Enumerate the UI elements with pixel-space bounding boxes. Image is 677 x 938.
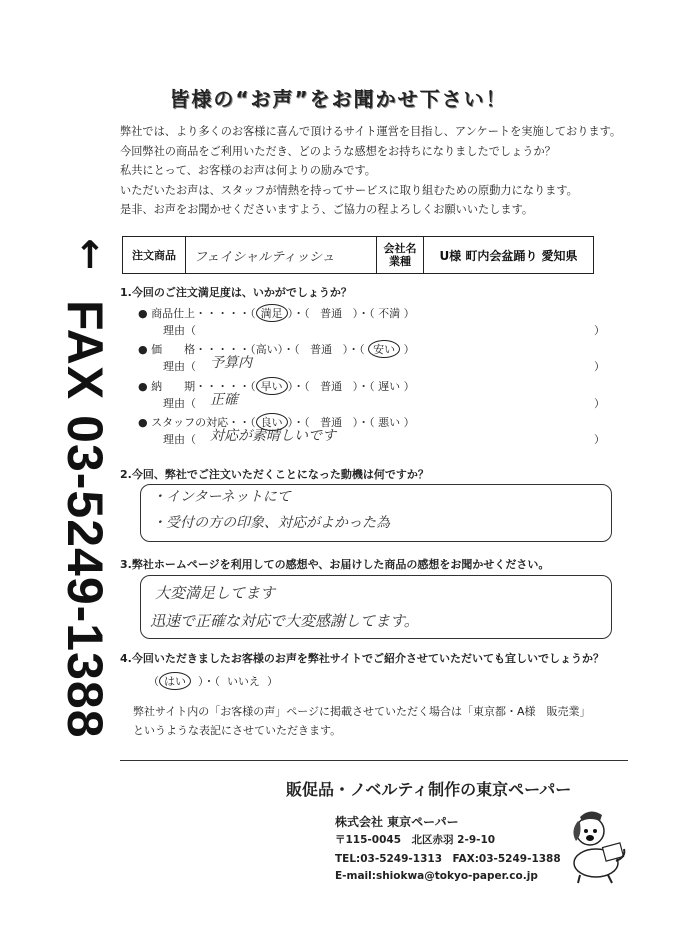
rating-label: ● 納 期・・・・・（ <box>138 380 256 393</box>
consent-note-1: 弊社サイト内の「お客様の声」ページに掲載させていただく場合は「東京都・A様 販売業」 <box>133 705 591 718</box>
consent-options <box>148 672 278 690</box>
open-paren: （ <box>148 675 159 688</box>
option-separator: ）・（ <box>352 380 375 393</box>
reason-label: 理由（ <box>163 433 196 446</box>
industry-label-line: 業種 <box>389 255 411 268</box>
reason-price-handwritten: 予算内 <box>210 355 252 371</box>
reason-close: ） <box>594 324 605 337</box>
question-2: 2.今回、弊社でご注文いただくことになった動機は何ですか？ <box>120 468 429 481</box>
footer-divider <box>120 760 628 761</box>
option-normal[interactable]: 普通 <box>310 343 333 356</box>
rating-row-price <box>138 340 415 358</box>
intro-line: 是非、お声をお聞かせくださいますよう、ご協力の程よろしくお願いいたします。 <box>120 203 534 216</box>
question-4: 4.今回いただきましたお客様のお声を弊社サイトでご紹介させていただいても宜しいでしょうか？ <box>120 652 605 665</box>
intro-line: 弊社では、より多くのお客様に喜んで頂けるサイト運営を目指し、アンケートを実施しております。 <box>120 125 622 138</box>
option-no[interactable]: いいえ <box>227 675 260 688</box>
option-slow[interactable]: 遅い <box>378 380 401 393</box>
option-separator: ）・（ <box>352 416 375 429</box>
reason-label: 理由（ <box>163 360 196 373</box>
option-unsatisfied[interactable]: 不満 <box>378 307 401 320</box>
option-separator: ）・（ <box>287 380 310 393</box>
answer-3-line-2: 迅速で正確な対応で大変感謝してます。 <box>150 612 419 630</box>
footer-tagline: 販促品・ノベルティ制作の東京ペーパー <box>286 780 572 799</box>
intro-text <box>120 122 621 220</box>
rating-label: ● 商品仕上・・・・・（ <box>138 307 256 320</box>
option-separator: ）・（ <box>342 343 365 356</box>
option-separator: ）・（ <box>287 416 310 429</box>
question-3: 3.弊社ホームページを利用しての感想や、お届けした商品の感想をお聞かせください。 <box>120 558 550 571</box>
rating-row-delivery <box>138 377 415 395</box>
footer-company: 株式会社 東京ペーパー <box>335 815 459 829</box>
answer-3-line-1: 大変満足してます <box>155 584 276 602</box>
option-end: ） <box>403 416 415 429</box>
option-high[interactable]: 高い <box>255 343 278 356</box>
intro-line: いただいたお声は、スタッフが情熱を持ってサービスに取り組むための原動力になります。 <box>120 183 578 197</box>
rating-label: ● スタッフの対応・・（ <box>138 416 256 429</box>
option-good-selected[interactable]: 良い <box>256 413 288 431</box>
reason-staff-handwritten: 対応が素晴しいです <box>210 428 336 444</box>
reason-close: ） <box>594 397 605 410</box>
page-title: 皆様の“お声”をお聞かせ下さい！ <box>169 87 508 111</box>
intro-line: 今回弊社の商品をご利用いただき、どのような感想をお持ちになりましたでしょうか？ <box>120 144 556 158</box>
option-normal[interactable]: 普通 <box>320 380 343 393</box>
order-company-value[interactable]: U様 町内会盆踊り 愛知県 <box>439 248 578 263</box>
option-separator: ）・（ <box>287 307 310 320</box>
answer-2-line-1: ・インターネットにて <box>152 489 291 505</box>
fax-number-vertical: FAX 03-5249-1388 <box>57 300 113 739</box>
reason-close: ） <box>594 433 605 446</box>
reason-close: ） <box>594 360 605 373</box>
company-label-line: 会社名 <box>383 242 417 255</box>
option-normal[interactable]: 普通 <box>320 416 343 429</box>
question-1: 1.今回のご注文満足度は、いかがでしょうか？ <box>120 286 352 299</box>
option-cheap-selected[interactable]: 安い <box>368 340 400 358</box>
option-separator: ）・（ <box>352 307 375 320</box>
option-end: ） <box>403 343 415 356</box>
reason-label: 理由（ <box>163 397 196 410</box>
option-yes-selected[interactable]: はい <box>159 672 191 690</box>
order-company-label <box>377 237 424 273</box>
option-normal[interactable]: 普通 <box>320 307 343 320</box>
option-separator: ）・（ <box>198 675 220 688</box>
order-product-value[interactable]: フェイシャルティッシュ <box>186 237 377 273</box>
footer-tel-fax: TEL:03-5249-1313 FAX:03-5249-1388 <box>335 853 561 865</box>
reason-label: 理由（ <box>163 324 196 337</box>
answer-2-line-2: ・受付の方の印象、対応がよかった為 <box>152 515 390 531</box>
order-info-table <box>122 236 594 274</box>
arrow-up-icon: ↑ <box>74 233 106 277</box>
option-separator: ）・（ <box>277 343 300 356</box>
option-bad[interactable]: 悪い <box>378 416 401 429</box>
rating-row-quality <box>138 304 415 322</box>
footer-email[interactable]: E-mail:shiokwa@tokyo-paper.co.jp <box>335 870 538 882</box>
option-end: ） <box>403 380 415 393</box>
footer-address: 〒115-0045 北区赤羽 2-9-10 <box>335 834 496 846</box>
order-product-label: 注文商品 <box>123 237 186 273</box>
reason-delivery-handwritten: 正確 <box>210 392 238 408</box>
rating-label: ● 価 格・・・・・（ <box>138 343 256 356</box>
dog-mascot-icon <box>560 805 630 885</box>
option-end: ） <box>403 307 415 320</box>
option-satisfied-selected[interactable]: 満足 <box>256 304 288 322</box>
intro-line: 私共にとって、お客様のお声は何よりの励みです。 <box>120 164 376 177</box>
consent-note-2: というような表記にさせていただきます。 <box>133 724 342 737</box>
option-end: ） <box>267 675 278 688</box>
option-fast-selected[interactable]: 早い <box>256 377 288 395</box>
